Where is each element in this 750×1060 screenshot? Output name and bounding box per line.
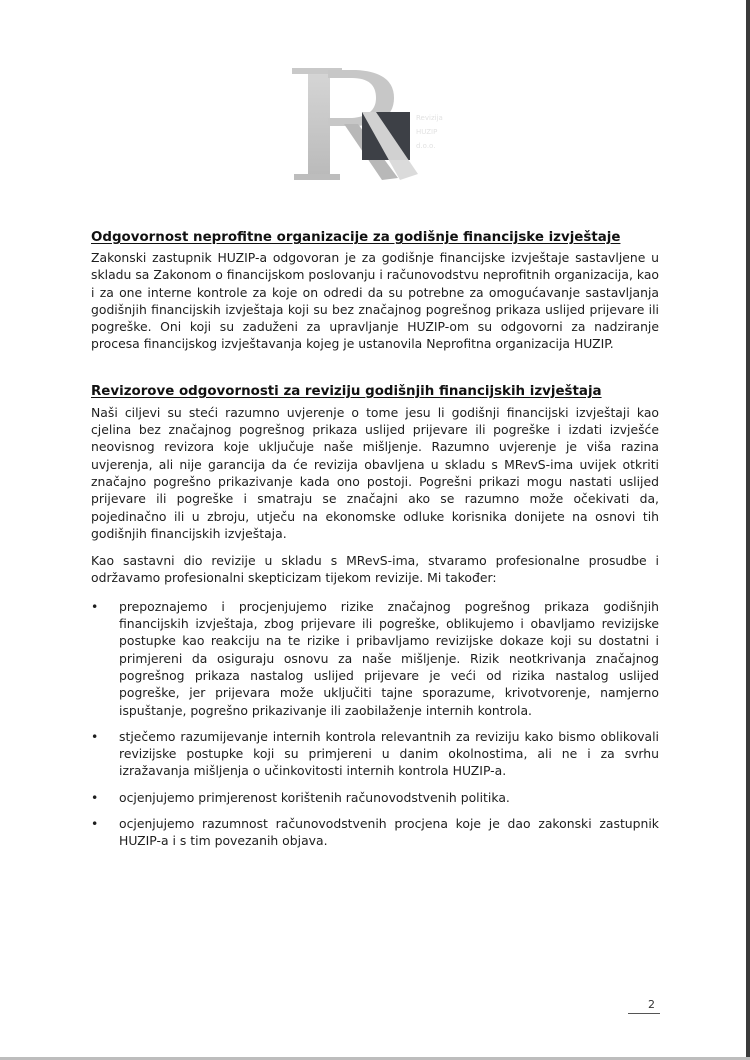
bullet-icon: •	[91, 728, 99, 744]
paragraph-management-responsibility: Zakonski zastupnik HUZIP-a odgovoran je za godišnje financijske izvještaje sastavljene u skladu sa Zakonom o financijskom poslovanju i računovodstvu neprofitnih organizacija, kao i za one interne kontrole za koje on odredi da su potrebne za omogućavanje sastavljanja godišnjih financijskih izvještaja koji su bez značajnog pogrešnog prikaza uslijed prijevare ili pogreške. Oni koji su zaduženi za upravljanje HUZIP-om su odgovorni za nadziranje procesa financijskog izvještavanja kojeg je ustanovila Neprofitna organizacija HUZIP.	[91, 250, 659, 352]
section-heading-management-responsibility: Odgovornost neprofitne organizacije za godišnje financijske izvještaje	[91, 230, 621, 245]
paragraph-audit-procedures-intro: Kao sastavni dio revizije u skladu s MRevS-ima, stvaramo profesionalne prosudbe i održavamo profesionalni skepticizam tijekom revizije. Mi također:	[91, 553, 659, 586]
bullet-icon: •	[91, 598, 99, 614]
list-item-text: stječemo razumijevanje internih kontrola relevantnih za reviziju kako bismo oblikovali revizijske postupke koji su primjereni u danim okolnostima, ali ne i za svrhu izražavanja mišljenja o učinkovitosti internih kontrola HUZIP-a.	[119, 728, 659, 779]
list-item	[91, 815, 659, 850]
svg-text:HUZIP: HUZIP	[416, 128, 438, 136]
section-heading-auditor-responsibility: Revizorove odgovornosti za reviziju godišnjih financijskih izvještaja	[91, 383, 602, 399]
audit-procedures-list	[91, 598, 659, 850]
document-body	[91, 230, 659, 859]
page-number: 2	[648, 998, 655, 1011]
scan-edge-shadow	[746, 0, 750, 1060]
bullet-icon: •	[91, 816, 99, 832]
list-item-text: ocjenjujemo razumnost računovodstvenih procjena koje je dao zakonski zastupnik HUZIP-a i s tim povezanih objava.	[119, 816, 659, 849]
list-item	[91, 789, 659, 806]
list-item-text: ocjenjujemo primjerenost korištenih računovodstvenih politika.	[119, 789, 510, 805]
list-item-text: prepoznajemo i procjenjujemo rizike značajnog pogrešnog prikaza godišnjih financijskih izvještaja, zbog prijevare ili pogreške, oblikujemo i obavljamo revizijske postupke kao reakciju na te rizike i pribavljamo revizijske dokaze koji su dostatni i primjereni da osiguraju osnovu za naše mišljenje. Rizik neotkrivanja značajnog pogrešnog prikaza nastalog uslijed prijevare je veći od rizika nastalog uslijed pogreške, jer prijevara može uključiti tajne sporazume, krivotvorenje, namjerno ispuštanje, pogrešno prikazivanje ili zaobilaženje internih kontrola.	[119, 598, 659, 718]
list-item	[91, 598, 659, 719]
company-logo	[288, 62, 464, 184]
footer-rule	[628, 1013, 660, 1014]
list-item	[91, 728, 659, 780]
paragraph-audit-objectives: Naši ciljevi su steći razumno uvjerenje o tome jesu li godišnji financijski izvještaji kao cjelina bez značajnog pogrešnog prikaza uslijed prijevare ili pogreške i izdati izvješće neovisnog revizora koje uključuje naše mišljenje. Razumno uvjerenje je viša razina uvjerenja, ali nije garancija da će revizija obavljena u skladu s MRevS-ima uvijek otkriti značajno pogrešno prikazivanje kada ono postoji. Pogrešni prikazi mogu nastati uslijed prijevare ili pogreške i smatraju se značajni ako se razumno može očekivati da, pojedinačno ili u zbroju, utječu na ekonomske odluke korisnika donijete na osnovi tih godišnjih financijskih izvještaja.	[91, 404, 659, 541]
svg-text:d.o.o.: d.o.o.	[416, 142, 436, 150]
svg-text:Revizija: Revizija	[416, 114, 443, 122]
bullet-icon: •	[91, 789, 99, 805]
